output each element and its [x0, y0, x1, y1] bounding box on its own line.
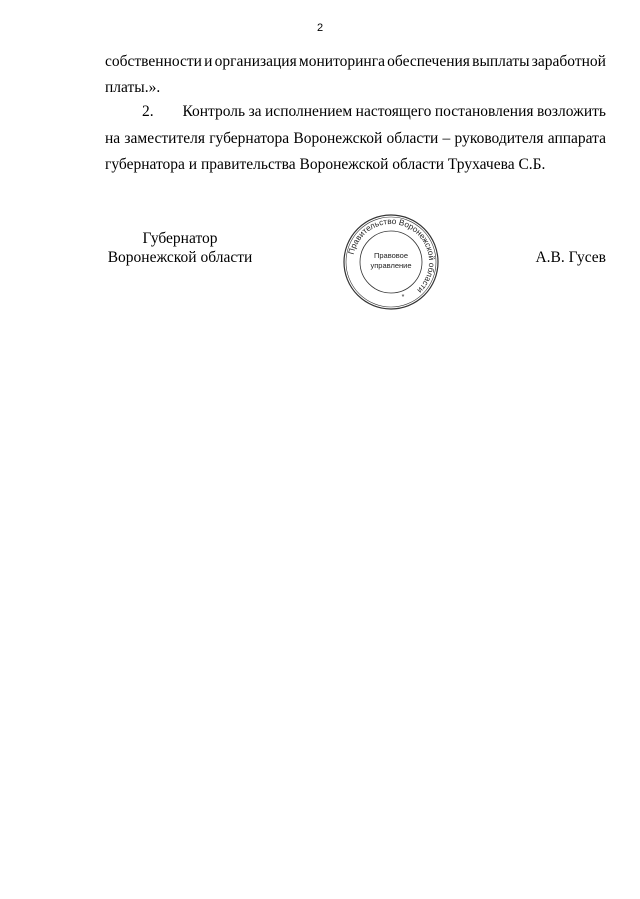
paragraph-number: 2. [142, 103, 154, 120]
signatory-title: Губернатор [142, 230, 218, 247]
word: аппарата [547, 130, 606, 147]
seal-center-line-1: Правовое [373, 251, 409, 260]
seal-center-line-2: управление [370, 261, 412, 270]
word: губернатора [209, 130, 290, 147]
signatory-name: А.В. Гусев [535, 249, 606, 266]
word: заработной [531, 53, 606, 70]
page-number: 2 [316, 22, 324, 34]
word: собственности [105, 53, 202, 70]
word: настоящего [355, 103, 432, 120]
paragraph-2-line-3: губернатора и правительства Воронежской области Трухачева С.Б. [105, 156, 546, 173]
seal-ring-text: Правительство Воронежской области [346, 216, 437, 295]
word: организация [214, 53, 297, 70]
word: постановления [434, 103, 534, 120]
seal-star: * [401, 294, 405, 301]
word: области [386, 130, 439, 147]
word: выплаты [472, 53, 530, 70]
official-seal-stamp [341, 212, 441, 312]
paragraph-2-line-2 [105, 129, 606, 149]
word: исполнением [265, 103, 353, 120]
paragraph-2-line-1 [105, 102, 606, 122]
paragraph-1-line-2: платы.». [105, 79, 161, 96]
paragraph-1-line-1 [105, 52, 606, 72]
word: возложить [536, 103, 606, 120]
word: руководителя [454, 130, 544, 147]
word: за [248, 103, 262, 120]
word: – [442, 130, 451, 147]
signatory-region: Воронежской области [107, 249, 253, 266]
word: заместителя [124, 130, 205, 147]
word: на [105, 130, 121, 147]
word: Контроль [182, 103, 246, 120]
word: обеспечения [387, 53, 470, 70]
word: Воронежской [293, 130, 383, 147]
word: мониторинга [298, 53, 385, 70]
word: и [204, 53, 213, 70]
